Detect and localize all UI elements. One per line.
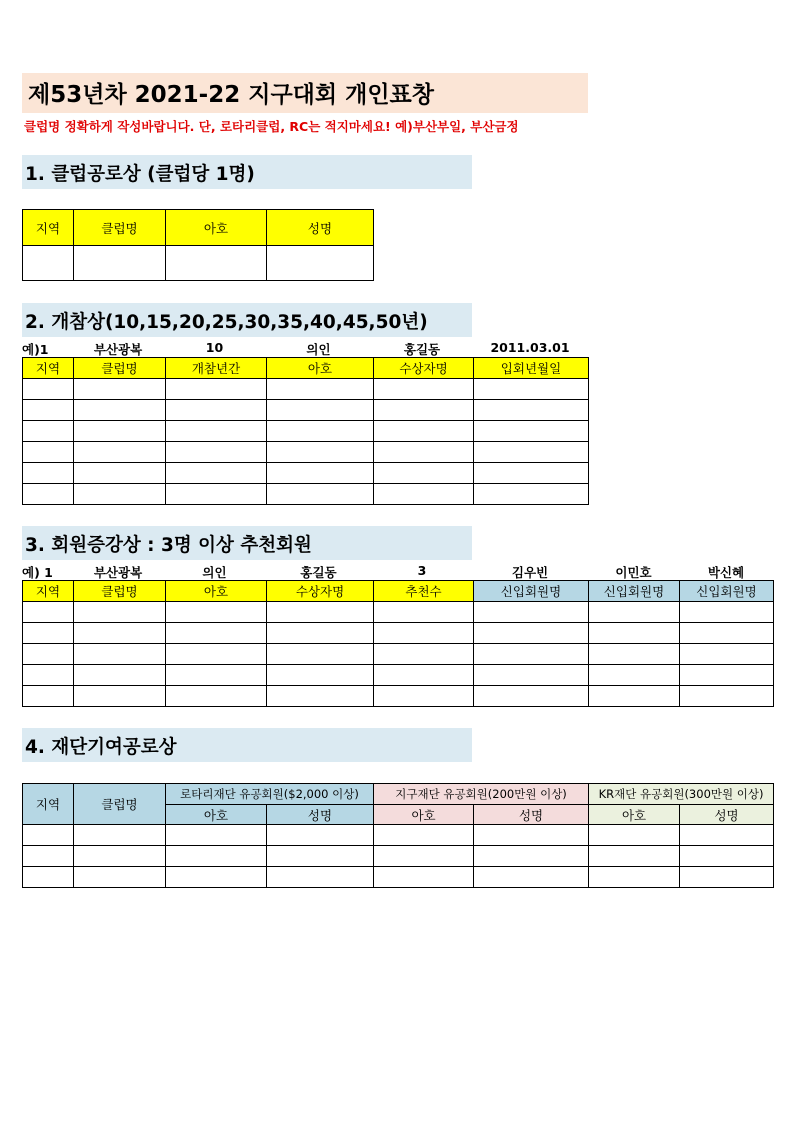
header-pen-name: 아호 — [374, 805, 474, 825]
header-name: 성명 — [680, 805, 774, 825]
table-row — [23, 623, 774, 644]
table-row — [23, 846, 774, 867]
header-region: 지역 — [23, 581, 74, 602]
header-pen-name: 아호 — [166, 581, 267, 602]
header-pen-name: 아호 — [166, 210, 267, 246]
section-1-title: 1. 클럽공로상 (클럽당 1명) — [25, 164, 255, 185]
header-club: 클럽명 — [74, 784, 166, 825]
table-row — [23, 463, 589, 484]
header-club: 클럽명 — [74, 210, 166, 246]
example-label: 예)1 — [22, 342, 49, 357]
example-new-member-2: 이민호 — [615, 565, 652, 580]
header-awardee: 수상자명 — [267, 581, 374, 602]
club-merit-table — [22, 209, 374, 281]
table-row — [23, 602, 774, 623]
header-name: 성명 — [267, 210, 374, 246]
example-date: 2011.03.01 — [490, 340, 570, 355]
example-name: 홍길동 — [403, 342, 441, 357]
table-row — [23, 644, 774, 665]
header-region: 지역 — [23, 210, 74, 246]
header-name: 성명 — [474, 805, 589, 825]
header-region: 지역 — [23, 358, 74, 379]
page-title: 제53년차 2021-22 지구대회 개인표창 — [28, 82, 434, 108]
section-3-title: 3. 회원증강상 : 3명 이상 추천회원 — [25, 535, 312, 556]
table-row — [23, 379, 589, 400]
example-label: 예) 1 — [22, 565, 53, 580]
example-new-member-3: 박신혜 — [707, 565, 745, 580]
membership-table — [22, 580, 774, 707]
header-years: 개참년간 — [166, 358, 267, 379]
example-club: 부산광복 — [93, 565, 143, 580]
foundation-table — [22, 783, 774, 888]
header-new-member-2: 신입회원명 — [589, 581, 680, 602]
header-join-date: 입회년월일 — [474, 358, 589, 379]
input-cell[interactable] — [166, 246, 267, 281]
example-new-member-1: 김우빈 — [511, 565, 549, 580]
header-pen-name: 아호 — [267, 358, 374, 379]
header-district-foundation: 지구재단 유공회원(200만원 이상) — [374, 784, 589, 805]
input-cell[interactable] — [267, 246, 374, 281]
header-new-member-1: 신입회원명 — [474, 581, 589, 602]
table-row — [23, 867, 774, 888]
header-new-member-3: 신입회원명 — [680, 581, 774, 602]
table-row — [23, 400, 589, 421]
table-row — [23, 665, 774, 686]
table-row — [23, 442, 589, 463]
example-name: 홍길동 — [300, 565, 337, 580]
input-cell[interactable] — [74, 246, 166, 281]
example-count: 3 — [417, 563, 427, 578]
header-region: 지역 — [23, 784, 74, 825]
header-pen-name: 아호 — [166, 805, 267, 825]
example-club: 부산광복 — [93, 342, 143, 357]
header-awardee: 수상자명 — [374, 358, 474, 379]
table-row — [23, 686, 774, 707]
table-row — [23, 421, 589, 442]
example-pen-name: 의인 — [306, 342, 331, 357]
notice-text: 클럽명 정확하게 작성바랍니다. 단, 로타리클럽, RC는 적지마세요! 예)부산부일, 부산금정 — [24, 119, 519, 134]
header-pen-name: 아호 — [589, 805, 680, 825]
table-row — [23, 825, 774, 846]
input-cell[interactable] — [23, 246, 74, 281]
header-rotary-foundation: 로타리재단 유공회원($2,000 이상) — [166, 784, 374, 805]
header-club: 클럽명 — [74, 581, 166, 602]
header-count: 추천수 — [374, 581, 474, 602]
example-pen-name: 의인 — [202, 565, 227, 580]
attendance-table — [22, 357, 589, 505]
header-name: 성명 — [267, 805, 374, 825]
example-years: 10 — [205, 340, 224, 355]
section-4-title: 4. 재단기여공로상 — [25, 737, 177, 758]
table-row — [23, 484, 589, 505]
section-2-title: 2. 개참상(10,15,20,25,30,35,40,45,50년) — [25, 312, 428, 333]
header-club: 클럽명 — [74, 358, 166, 379]
header-kr-foundation: KR재단 유공회원(300만원 이상) — [589, 784, 774, 805]
